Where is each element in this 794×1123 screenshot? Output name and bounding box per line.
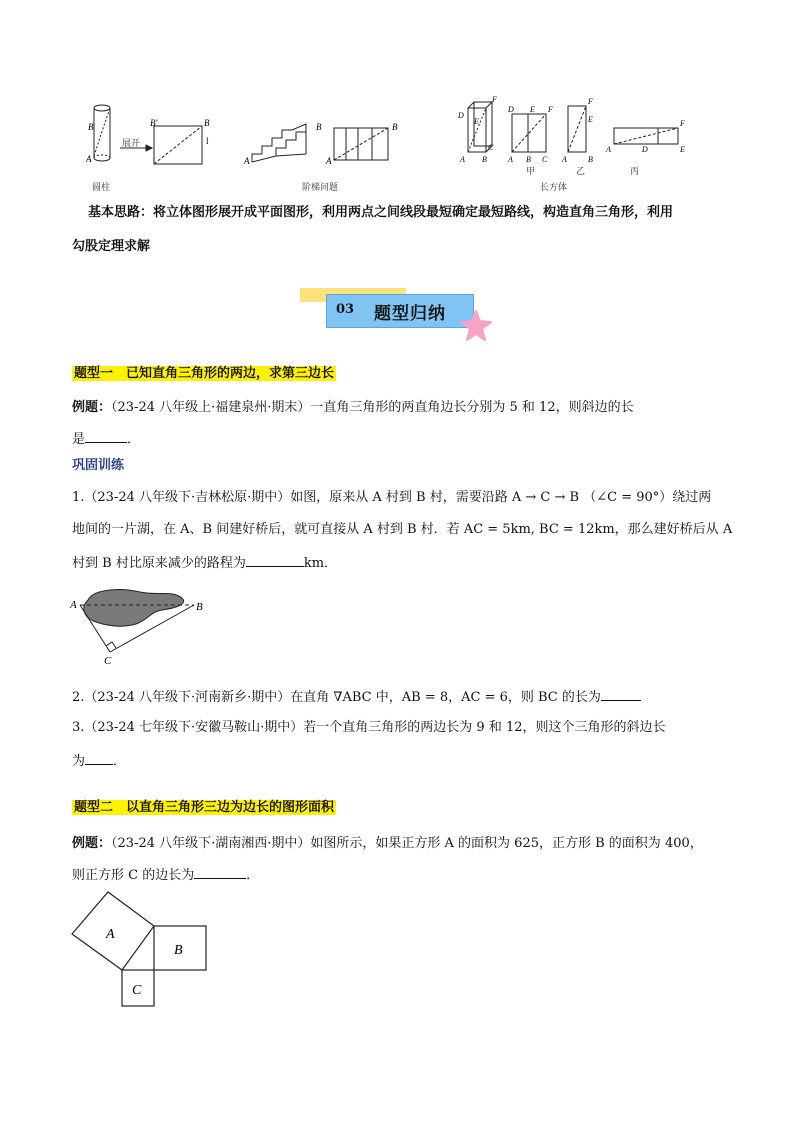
lake-label-c: C xyxy=(104,655,112,666)
svg-text:B: B xyxy=(392,122,398,132)
svg-text:A: A xyxy=(508,155,513,164)
cuboid-sub-a: 甲 xyxy=(526,167,536,177)
q2-text: 2.（23-24 八年级下·河南新乡·期中）在直角 ∇ABC 中，AB = 8，AC = 6，则 BC 的长为 xyxy=(72,690,601,705)
type1-example-text2-prefix: 是 xyxy=(72,432,86,447)
svg-text:A: A xyxy=(606,145,611,154)
svg-text:A: A xyxy=(244,156,250,166)
svg-text:B: B xyxy=(88,122,94,132)
q3-line2 xyxy=(72,750,126,772)
square-label-b: B xyxy=(174,943,183,958)
practice-label: 巩固训练 xyxy=(72,458,125,473)
cuboid-sub-c: 丙 xyxy=(630,167,640,177)
svg-text:B: B xyxy=(316,122,322,132)
svg-text:A: A xyxy=(562,155,567,164)
q3-blank[interactable] xyxy=(85,750,113,765)
svg-text:F: F xyxy=(492,96,497,104)
q1-line2: 地间的一片湖，在 A、B 间建好桥后，就可直接从 A 村到 B 村．若 AC = 5km, BC = 12km，那么建好桥后从 A xyxy=(72,522,733,537)
q2-blank[interactable] xyxy=(601,686,641,701)
svg-text:C: C xyxy=(542,155,548,164)
type1-example-line1 xyxy=(72,398,634,418)
svg-text:B: B xyxy=(588,155,593,164)
type1-heading xyxy=(72,364,336,384)
svg-text:F: F xyxy=(588,97,593,106)
svg-text:B: B xyxy=(204,118,210,128)
svg-text:D: D xyxy=(508,105,514,114)
type1-example-blank[interactable] xyxy=(85,428,127,443)
top-figures xyxy=(80,96,700,176)
square-label-c: C xyxy=(132,983,142,998)
svg-text:F: F xyxy=(680,119,685,128)
basic-idea-line2: 勾股定理求解 xyxy=(72,239,151,254)
type2-heading xyxy=(72,798,336,818)
type2-example-blank[interactable] xyxy=(194,864,246,879)
q3-line1: 3.（23-24 七年级下·安徽马鞍山·期中）若一个直角三角形的两边长为 9 和 12，则这个三角形的斜边长 xyxy=(72,720,666,735)
svg-text:A: A xyxy=(326,156,332,166)
svg-text:B: B xyxy=(526,155,531,164)
q3-line2-suffix: ． xyxy=(113,754,127,769)
svg-text:F: F xyxy=(548,105,553,114)
section-banner xyxy=(300,286,500,346)
type1-heading-text: 题型一 已知直角三角形的两边，求第三边长 xyxy=(74,366,335,381)
svg-text:D: D xyxy=(642,145,648,154)
svg-text:E: E xyxy=(474,117,479,126)
lake-label-a: A xyxy=(70,599,77,611)
type2-heading-text: 题型二 以直角三角形三边为边长的图形面积 xyxy=(74,800,335,815)
svg-text:B: B xyxy=(482,155,487,164)
square-label-a: A xyxy=(106,927,115,942)
type1-example-label: 例题： xyxy=(72,400,112,415)
type2-example-text2-prefix: 则正方形 C 的边长为 xyxy=(72,868,195,883)
svg-text:A: A xyxy=(460,155,465,164)
q1-line1: 1.（23-24 八年级下·吉林松原·期中）如图，原来从 A 村到 B 村，需要沿路 A → C → B （∠C = 90°）绕过两 xyxy=(72,490,712,505)
type1-example-text2-suffix: ． xyxy=(127,432,141,447)
svg-text:E: E xyxy=(680,145,685,154)
q1-blank[interactable] xyxy=(246,552,304,567)
svg-text:E: E xyxy=(588,115,593,124)
svg-text:B': B' xyxy=(150,118,158,128)
lake-figure xyxy=(66,586,216,666)
q2-line xyxy=(72,686,641,708)
cylinder-label: 圆柱 xyxy=(92,183,111,193)
cuboid-label: 长方体 xyxy=(540,183,568,193)
svg-text:l: l xyxy=(206,136,209,146)
lake-shape xyxy=(84,590,184,627)
type2-example-text2-suffix: ． xyxy=(246,868,260,883)
section-number: 03 xyxy=(336,302,355,317)
type2-example-line1 xyxy=(72,834,703,854)
cylinder-figure xyxy=(94,105,202,164)
q1-line3-prefix: 村到 B 村比原来减少的路程为 xyxy=(72,556,246,571)
q1-line3 xyxy=(72,552,337,574)
type1-example-text1: （23-24 八年级上·福建泉州·期末）一直角三角形的两直角边长分别为 5 和 12，则斜边的长 xyxy=(111,400,634,415)
section-title: 题型归纳 xyxy=(374,304,446,324)
q3-line2-prefix: 为 xyxy=(72,754,86,769)
stairs-label: 阶梯问题 xyxy=(302,183,339,193)
type2-example-line2 xyxy=(72,864,259,886)
right-angle-mark xyxy=(106,642,116,648)
q1-line3-suffix: km． xyxy=(303,556,338,571)
type2-example-label: 例题： xyxy=(72,836,112,851)
basic-idea-line1: 基本思路：将立体图形展开成平面图形，利用两点之间线段最短确定最短路线，构造直角三角形，利用 xyxy=(88,205,674,220)
star-icon xyxy=(460,310,492,342)
squares-figure xyxy=(66,886,216,1010)
svg-text:D: D xyxy=(458,111,464,120)
cuboid-sub-b: 乙 xyxy=(576,167,586,177)
type1-example-line2 xyxy=(72,428,140,450)
svg-text:C: C xyxy=(488,143,494,152)
lake-label-b: B xyxy=(196,601,203,613)
cylinder-unfold-label: 展开 xyxy=(122,139,141,149)
type2-example-text1: （23-24 八年级下·湖南湘西·期中）如图所示，如果正方形 A 的面积为 625，正方形 B 的面积为 400， xyxy=(111,836,703,851)
svg-text:E: E xyxy=(530,105,535,114)
svg-text:A: A xyxy=(86,154,92,164)
